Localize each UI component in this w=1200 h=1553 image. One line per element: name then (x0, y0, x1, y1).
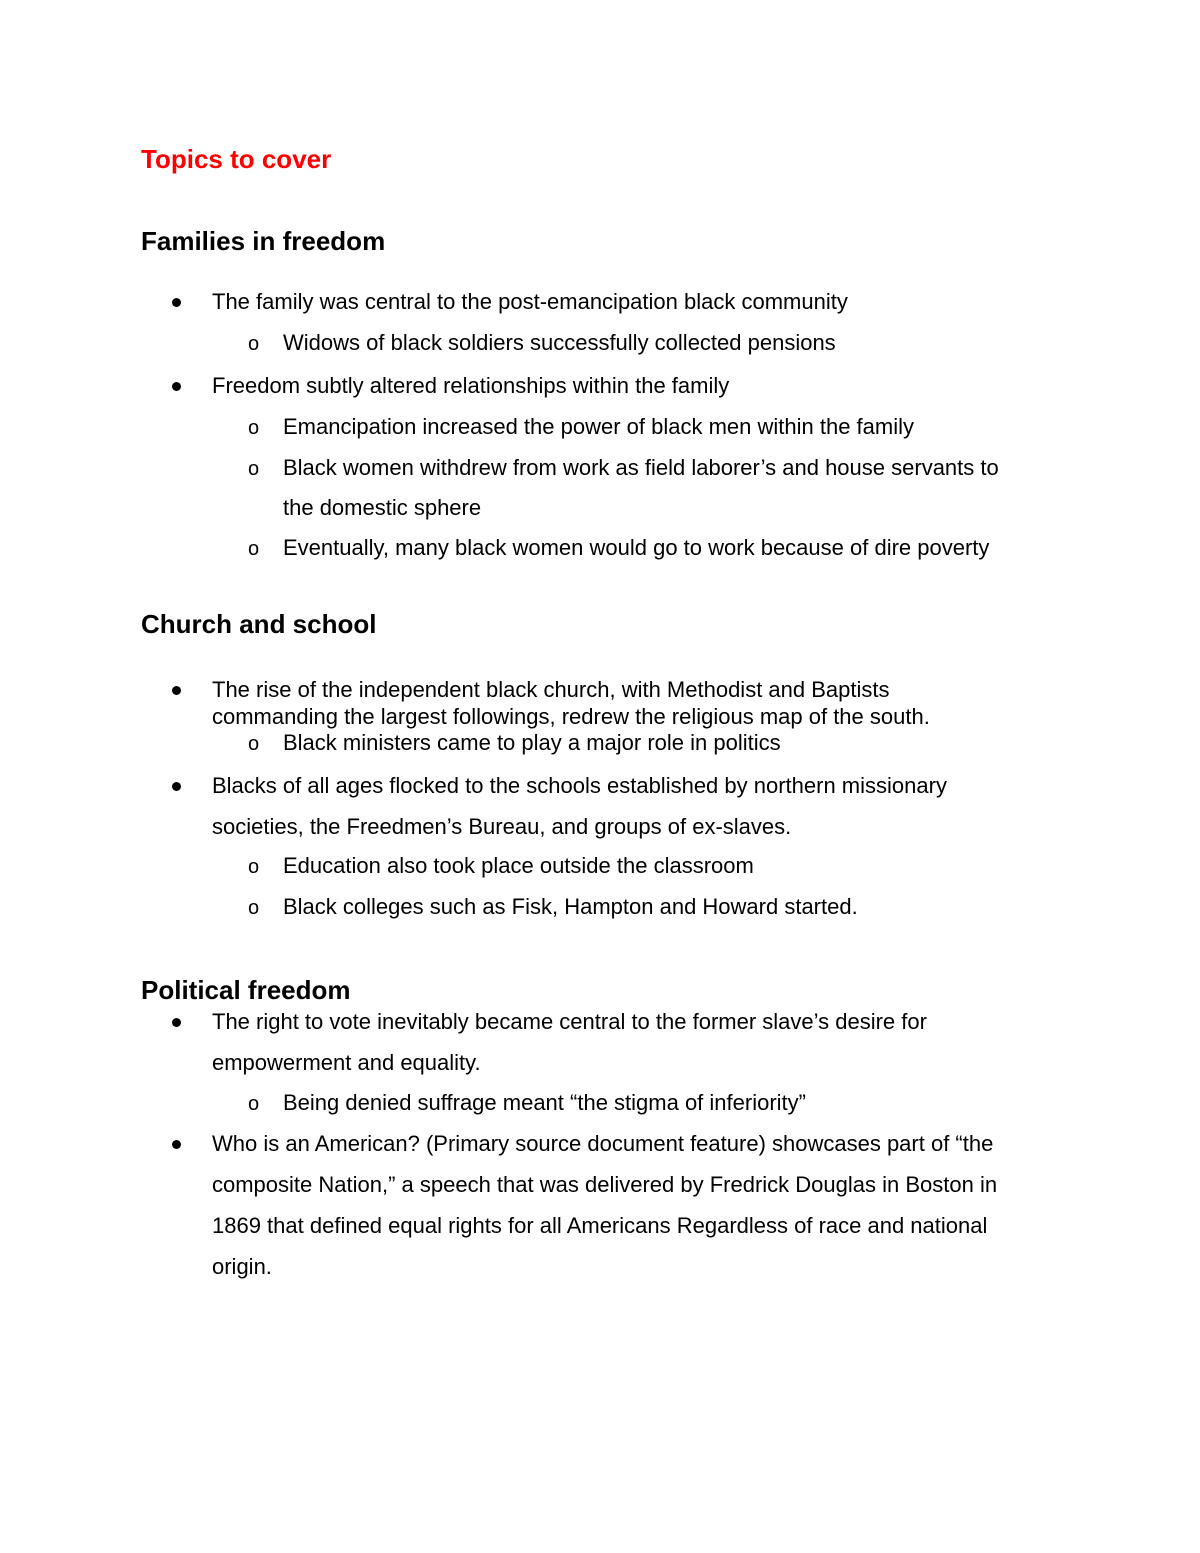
sub-list-item: Widows of black soldiers successfully collected pensions (283, 330, 836, 355)
list-item-continuation: empowerment and equality. (212, 1050, 481, 1075)
list-item-continuation: commanding the largest followings, redrew the religious map of the south. (212, 704, 930, 729)
sub-bullet-icon: o (248, 856, 260, 878)
list-item-continuation: 1869 that defined equal rights for all Americans Regardless of race and national (212, 1213, 988, 1238)
list-item-continuation: societies, the Freedmen’s Bureau, and groups of ex-slaves. (212, 814, 792, 839)
sub-list-item: Education also took place outside the classroom (283, 853, 754, 878)
list-item: Freedom subtly altered relationships within the family (212, 373, 730, 398)
sub-bullet-icon: o (248, 733, 260, 755)
sub-bullet-icon: o (248, 333, 260, 355)
sub-list-item-continuation: the domestic sphere (283, 495, 482, 520)
list-item: The rise of the independent black church, with Methodist and Baptists (212, 677, 890, 702)
section-heading-political: Political freedom (141, 975, 351, 1005)
section-heading-church: Church and school (141, 609, 377, 639)
sub-list-item: Eventually, many black women would go to work because of dire poverty (283, 535, 990, 560)
sub-list-item: Black colleges such as Fisk, Hampton and Howard started. (283, 894, 858, 919)
sub-list-item: Black women withdrew from work as field laborer’s and house servants to (283, 455, 999, 480)
bullet-icon (172, 686, 181, 695)
sub-list-item: Emancipation increased the power of black men within the family (283, 414, 914, 439)
sub-list-item: Being denied suffrage meant “the stigma of inferiority” (283, 1090, 806, 1115)
list-item: The family was central to the post-emancipation black community (212, 289, 848, 314)
sub-bullet-icon: o (248, 458, 260, 480)
sub-bullet-icon: o (248, 538, 260, 560)
list-item: Blacks of all ages flocked to the schools established by northern missionary (212, 773, 947, 798)
sub-bullet-icon: o (248, 417, 260, 439)
sub-bullet-icon: o (248, 897, 260, 919)
list-item: The right to vote inevitably became central to the former slave’s desire for (212, 1009, 927, 1034)
section-heading-families: Families in freedom (141, 226, 386, 256)
page-title: Topics to cover (141, 144, 332, 174)
bullet-icon (172, 1140, 181, 1149)
bullet-icon (172, 782, 181, 791)
list-item: Who is an American? (Primary source document feature) showcases part of “the (212, 1131, 994, 1156)
sub-list-item: Black ministers came to play a major role in politics (283, 730, 781, 755)
list-item-continuation: composite Nation,” a speech that was delivered by Fredrick Douglas in Boston in (212, 1172, 998, 1197)
bullet-icon (172, 298, 181, 307)
list-item-continuation: origin. (212, 1254, 272, 1279)
sub-bullet-icon: o (248, 1093, 260, 1115)
bullet-icon (172, 1018, 181, 1027)
bullet-icon (172, 382, 181, 391)
